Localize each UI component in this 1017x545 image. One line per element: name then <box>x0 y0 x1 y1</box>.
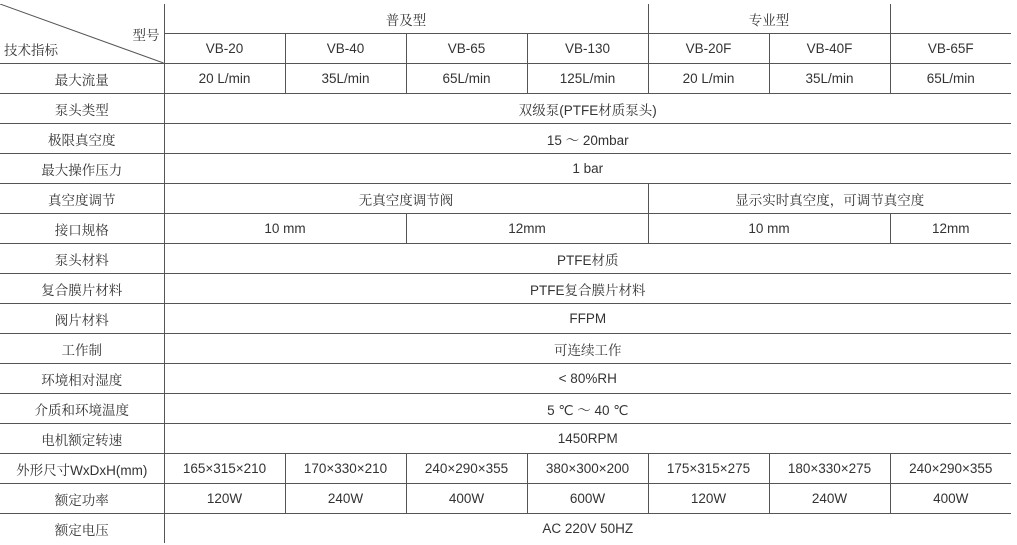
row-temperature <box>0 394 1011 424</box>
value-cell: 400W <box>406 484 527 514</box>
row-dimensions <box>0 454 1011 484</box>
row-label: 工作制 <box>0 334 164 364</box>
value-cell: 可连续工作 <box>164 334 1011 364</box>
value-cell: 180×330×275 <box>769 454 890 484</box>
row-membrane <box>0 274 1011 304</box>
row-label: 最大操作压力 <box>0 154 164 184</box>
value-cell: 显示实时真空度，可调节真空度 <box>648 184 1011 214</box>
row-label: 阀片材料 <box>0 304 164 334</box>
row-head-material <box>0 244 1011 274</box>
corner-spec-label: 技术指标 <box>4 43 58 58</box>
value-cell: 170×330×210 <box>285 454 406 484</box>
value-cell: < 80%RH <box>164 364 1011 394</box>
row-port-spec <box>0 214 1011 244</box>
value-cell: 无真空度调节阀 <box>164 184 648 214</box>
value-cell: 120W <box>648 484 769 514</box>
value-cell: 125L/min <box>527 64 648 94</box>
value-cell: 10 mm <box>164 214 406 244</box>
row-max-flow <box>0 64 1011 94</box>
corner-model-label: 型号 <box>132 28 160 43</box>
row-ultimate-vacuum <box>0 124 1011 154</box>
row-pump-type <box>0 94 1011 124</box>
value-cell: 5 ℃ ～ 40 ℃ <box>164 394 1011 424</box>
value-cell: 20 L/min <box>164 64 285 94</box>
value-cell: 12mm <box>890 214 1011 244</box>
value-cell: FFPM <box>164 304 1011 334</box>
row-label: 接口规格 <box>0 214 164 244</box>
spec-table <box>0 4 1011 543</box>
model-cell: VB-65F <box>890 34 1011 64</box>
row-motor-speed <box>0 424 1011 454</box>
row-label: 电机额定转速 <box>0 424 164 454</box>
value-cell: 600W <box>527 484 648 514</box>
value-cell: 240W <box>769 484 890 514</box>
row-valve <box>0 304 1011 334</box>
group-basic-header: 普及型 <box>164 4 648 34</box>
row-label: 泵头类型 <box>0 94 164 124</box>
row-label: 额定功率 <box>0 484 164 514</box>
model-cell: VB-40F <box>769 34 890 64</box>
value-cell: 35L/min <box>285 64 406 94</box>
value-cell: 240×290×355 <box>890 454 1011 484</box>
value-cell: 120W <box>164 484 285 514</box>
header-group-row <box>0 4 1011 34</box>
row-label: 复合膜片材料 <box>0 274 164 304</box>
group-pro-header: 专业型 <box>648 4 890 34</box>
row-duty <box>0 334 1011 364</box>
row-max-pressure <box>0 154 1011 184</box>
value-cell: PTFE复合膜片材料 <box>164 274 1011 304</box>
row-label: 介质和环境温度 <box>0 394 164 424</box>
value-cell: 240×290×355 <box>406 454 527 484</box>
value-cell: 15 ～ 20mbar <box>164 124 1011 154</box>
row-label: 真空度调节 <box>0 184 164 214</box>
group-empty-header <box>890 4 1011 34</box>
row-label: 环境相对湿度 <box>0 364 164 394</box>
row-label: 最大流量 <box>0 64 164 94</box>
value-cell: PTFE材质 <box>164 244 1011 274</box>
model-cell: VB-65 <box>406 34 527 64</box>
value-cell: 20 L/min <box>648 64 769 94</box>
row-label: 额定电压 <box>0 514 164 544</box>
value-cell: 65L/min <box>890 64 1011 94</box>
row-power <box>0 484 1011 514</box>
value-cell: 35L/min <box>769 64 890 94</box>
model-cell: VB-20 <box>164 34 285 64</box>
row-voltage <box>0 514 1011 544</box>
value-cell: 10 mm <box>648 214 890 244</box>
value-cell: 400W <box>890 484 1011 514</box>
value-cell: 双级泵(PTFE材质泵头) <box>164 94 1011 124</box>
value-cell: 65L/min <box>406 64 527 94</box>
model-cell: VB-20F <box>648 34 769 64</box>
value-cell: 175×315×275 <box>648 454 769 484</box>
model-cell: VB-40 <box>285 34 406 64</box>
value-cell: 165×315×210 <box>164 454 285 484</box>
row-label: 极限真空度 <box>0 124 164 154</box>
corner-header-cell <box>0 4 164 64</box>
value-cell: 240W <box>285 484 406 514</box>
row-label: 外形尺寸WxDxH(mm) <box>0 454 164 484</box>
model-cell: VB-130 <box>527 34 648 64</box>
value-cell: 12mm <box>406 214 648 244</box>
row-humidity <box>0 364 1011 394</box>
value-cell: 1 bar <box>164 154 1011 184</box>
value-cell: 380×300×200 <box>527 454 648 484</box>
value-cell: AC 220V 50HZ <box>164 514 1011 544</box>
value-cell: 1450RPM <box>164 424 1011 454</box>
row-label: 泵头材料 <box>0 244 164 274</box>
row-vacuum-adjust <box>0 184 1011 214</box>
